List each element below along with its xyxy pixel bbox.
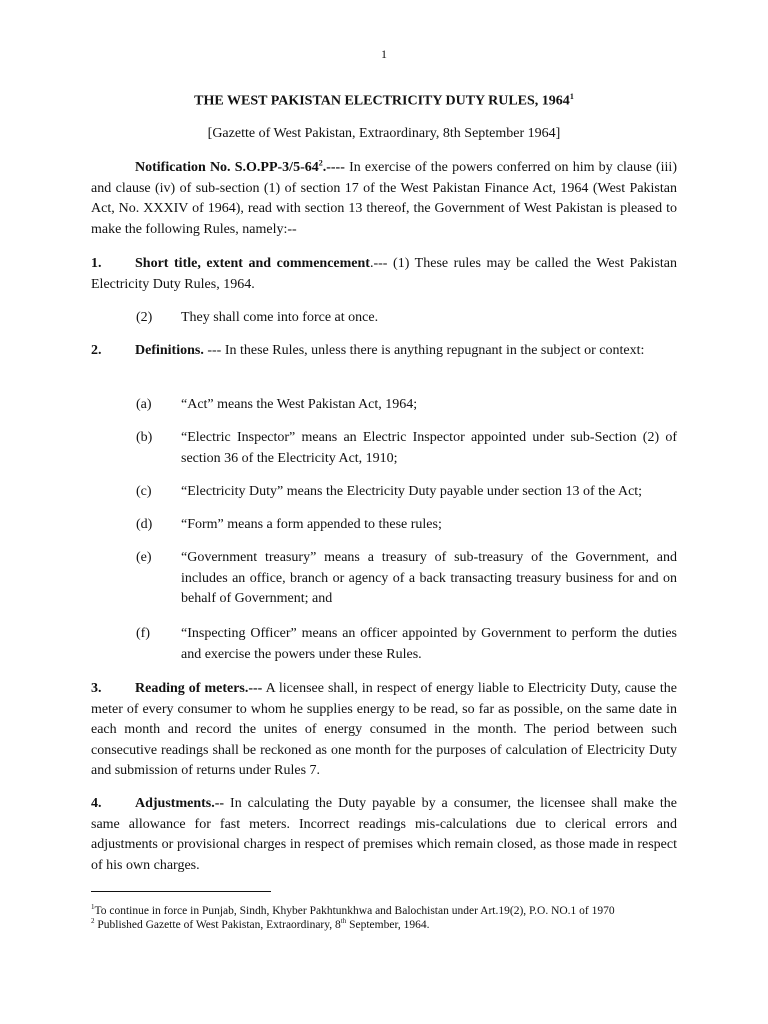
section-number: 3. [91,681,102,696]
notification-text: In exercise of the powers conferred on him by clause (iii) and clause (iv) of sub-section (1) of section 17 of the West Pakistan Finance Act, 1964 (West Pakistan Act, No. XXXIV of 1964), read with section 13 thereof, the Government of West Pakistan is pleased to make the following Rules, namely:-- [91,160,677,237]
footnote-text-end: September, 1964. [346,918,430,931]
notification-number: Notification No. S.O.PP-3/5-64 [135,160,319,175]
section-text: In calculating the Duty payable by a consumer, the licensee shall make the same allowance for fast meters. Incorrect readings mis-calculations due to clerical errors and adjustments or provisional charges in respect of premises which remain closed, as those made in respect of his own charges. [91,796,677,873]
section-text: A licensee shall, in respect of energy liable to Electricity Duty, cause the meter of every consumer to whom he supplies energy to be read, so far as possible, on the same date in each month and record the unites of energy consumed in the month. The period between such consecutive readings shall be reckoned as one month for the purposes of calculation of Electricity Duty and submission of returns under Rules 7. [91,681,677,779]
item-text: They shall come into force at once. [181,310,379,325]
section-heading: Adjustments.-- [135,796,225,811]
gazette-reference: [Gazette of West Pakistan, Extraordinary, 8th September 1964] [207,126,561,141]
notification-footnote-ref: 2 [318,158,323,168]
footnote-divider [91,891,271,892]
document-title-text: THE WEST PAKISTAN ELECTRICITY DUTY RULES, 1964 [194,93,570,109]
section-number: 4. [91,796,102,811]
definition-item [136,515,677,536]
section-4 [91,794,677,876]
item-label: (f) [136,626,150,641]
footnote-2 [91,914,691,932]
section-2 [91,341,677,362]
footnote-marker: 2 [91,917,95,925]
section-text: .--- (1) These rules may be called the West Pakistan Electricity Duty Rules, 1964. [91,256,678,292]
definition-item [136,395,677,416]
section-number: 2. [91,343,102,358]
section-heading: Definitions. [135,343,204,358]
item-label: (a) [136,397,152,412]
page-number: 1 [381,47,387,61]
item-text: “Act” means the West Pakistan Act, 1964; [181,397,418,412]
footnote-ordinal-suffix: th [340,917,347,925]
definition-item [136,428,677,469]
section-text: --- In these Rules, unless there is anything repugnant in the subject or context: [203,343,645,358]
section-heading: Short title, extent and commencement [135,256,370,271]
section-1 [91,254,677,295]
item-label: (d) [136,517,153,532]
item-text: “Government treasury” means a treasury of sub-treasury of the Government, and includes an office, branch or agency of a back transacting treasury business for and on behalf of Government; and [181,550,677,607]
footnote-text: Published Gazette of West Pakistan, Extraordinary, 8 [97,918,341,931]
section-1-subsection-2 [136,308,677,329]
title-footnote-ref: 1 [569,92,574,101]
definition-item [136,482,677,503]
document-title [0,92,768,110]
footnote-text: To continue in force in Punjab, Sindh, Khyber Pakhtunkhwa and Balochistan under Art.19(2), P.O. NO.1 of 1970 [94,904,615,917]
section-3 [91,679,677,782]
section-heading: Reading of meters.--- [135,681,263,696]
item-text: “Electric Inspector” means an Electric Inspector appointed under sub-Section (2) of section 36 of the Electricity Act, 1910; [181,430,677,466]
item-label: (e) [136,550,152,565]
item-text: “Electricity Duty” means the Electricity Duty payable under section 13 of the Act; [181,484,643,499]
item-text: “Form” means a form appended to these rules; [181,517,442,532]
section-number: 1. [91,256,102,271]
definition-item [136,548,677,610]
item-text: “Inspecting Officer” means an officer appointed by Government to perform the duties and exercise the powers under these Rules. [181,626,677,662]
item-label: (2) [136,310,153,325]
item-label: (b) [136,430,153,445]
item-label: (c) [136,484,152,499]
notification-dashes: .---- [322,160,345,175]
definition-item [136,624,677,665]
notification-paragraph [91,158,677,240]
footnote-marker: 1 [91,903,95,911]
